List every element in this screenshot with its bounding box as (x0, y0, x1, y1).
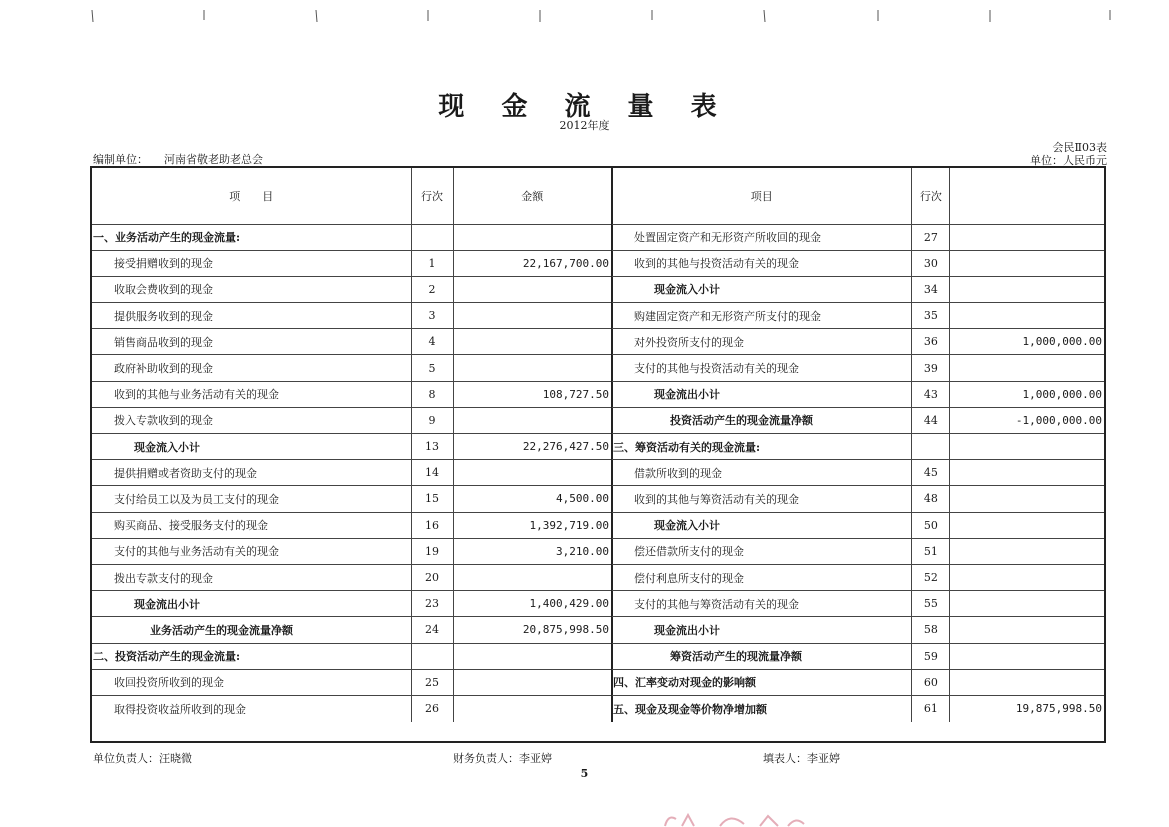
header-line: 行次 (912, 168, 950, 224)
table-row (612, 407, 1104, 433)
table-row (92, 460, 612, 486)
table-row (92, 276, 612, 302)
table-row (612, 564, 1104, 590)
header-row (612, 168, 1104, 224)
row-line: 1 (411, 250, 453, 276)
table-row (92, 224, 612, 250)
table-row (612, 355, 1104, 381)
row-item: 五、现金及现金等价物净增加额 (612, 695, 912, 721)
row-line: 4 (411, 329, 453, 355)
row-line: 23 (411, 591, 453, 617)
table-row (92, 538, 612, 564)
table-row (92, 434, 612, 460)
row-line: 55 (912, 591, 950, 617)
row-item: 收到的其他与筹资活动有关的现金 (612, 486, 912, 512)
table-row (92, 303, 612, 329)
table-row (92, 329, 612, 355)
row-line: 35 (912, 303, 950, 329)
row-line: 9 (411, 407, 453, 433)
finance-head: 财务负责人：李亚婷 (453, 752, 552, 765)
table-row (92, 669, 612, 695)
row-line (411, 224, 453, 250)
page-number: 5 (580, 767, 589, 780)
row-amount: 22,167,700.00 (453, 250, 612, 276)
row-amount: -1,000,000.00 (950, 407, 1104, 433)
row-line: 14 (411, 460, 453, 486)
row-item: 现金流出小计 (612, 617, 912, 643)
row-amount (950, 224, 1104, 250)
header-item: 项目 (612, 168, 912, 224)
table-row (612, 224, 1104, 250)
table-row (92, 591, 612, 617)
preparer: 填表人：李亚婷 (763, 752, 840, 765)
table-row (612, 329, 1104, 355)
row-item: 业务活动产生的现金流量净额 (92, 617, 411, 643)
org-name: 河南省敬老助老总会 (164, 153, 263, 166)
org-label: 编制单位： (93, 153, 148, 166)
table-row (612, 617, 1104, 643)
row-line: 59 (912, 643, 950, 669)
row-amount (453, 669, 612, 695)
report-year: 2012年度 (559, 119, 610, 132)
row-item: 拨入专款收到的现金 (92, 407, 411, 433)
row-amount (453, 276, 612, 302)
table-row (612, 695, 1104, 721)
row-amount (453, 407, 612, 433)
table-row (612, 381, 1104, 407)
organization (93, 151, 263, 167)
row-amount: 22,276,427.50 (453, 434, 612, 460)
row-line: 2 (411, 276, 453, 302)
row-amount: 108,727.50 (453, 381, 612, 407)
row-item: 处置固定资产和无形资产所收回的现金 (612, 224, 912, 250)
row-line: 16 (411, 512, 453, 538)
row-line: 60 (912, 669, 950, 695)
header-amount: 金额 (453, 168, 612, 224)
row-line: 13 (411, 434, 453, 460)
row-item: 偿还借款所支付的现金 (612, 538, 912, 564)
row-item: 收取会费收到的现金 (92, 276, 411, 302)
row-line: 25 (411, 669, 453, 695)
red-stamp-fragment (660, 810, 810, 827)
row-item: 现金流出小计 (92, 591, 411, 617)
row-line: 19 (411, 538, 453, 564)
row-line: 26 (411, 695, 453, 721)
row-line: 3 (411, 303, 453, 329)
header-row (92, 168, 612, 224)
row-item: 销售商品收到的现金 (92, 329, 411, 355)
row-item: 一、业务活动产生的现金流量: (92, 224, 411, 250)
row-item: 接受捐赠收到的现金 (92, 250, 411, 276)
row-line: 58 (912, 617, 950, 643)
row-item: 收到的其他与投资活动有关的现金 (612, 250, 912, 276)
row-line: 52 (912, 564, 950, 590)
row-amount (453, 564, 612, 590)
row-amount: 19,875,998.50 (950, 695, 1104, 721)
row-item: 支付的其他与筹资活动有关的现金 (612, 591, 912, 617)
row-amount (453, 695, 612, 721)
row-line: 44 (912, 407, 950, 433)
row-amount (453, 303, 612, 329)
row-item: 支付的其他与投资活动有关的现金 (612, 355, 912, 381)
row-amount (453, 643, 612, 669)
row-line: 43 (912, 381, 950, 407)
row-amount (950, 643, 1104, 669)
row-item: 收到的其他与业务活动有关的现金 (92, 381, 411, 407)
cash-flow-table (90, 166, 1106, 743)
row-amount (950, 276, 1104, 302)
header-line: 行次 (411, 168, 453, 224)
row-item: 筹资活动产生的现流量净额 (612, 643, 912, 669)
row-item: 偿付利息所支付的现金 (612, 564, 912, 590)
row-item: 提供服务收到的现金 (92, 303, 411, 329)
row-item: 三、筹资活动有关的现金流量: (612, 434, 912, 460)
row-amount: 1,000,000.00 (950, 329, 1104, 355)
row-amount (950, 250, 1104, 276)
row-amount (950, 591, 1104, 617)
table-row (612, 643, 1104, 669)
row-line: 24 (411, 617, 453, 643)
row-item: 四、汇率变动对现金的影响额 (612, 669, 912, 695)
row-item: 借款所收到的现金 (612, 460, 912, 486)
row-amount (453, 460, 612, 486)
table-row (612, 250, 1104, 276)
currency-unit: 单位：人民币元 (1030, 154, 1107, 167)
row-amount: 1,400,429.00 (453, 591, 612, 617)
row-amount (453, 355, 612, 381)
table-row (612, 303, 1104, 329)
table-row (612, 669, 1104, 695)
row-item: 支付给员工以及为员工支付的现金 (92, 486, 411, 512)
row-line: 20 (411, 564, 453, 590)
row-amount (950, 434, 1104, 460)
row-line (912, 434, 950, 460)
form-code: 会民Ⅱ03表 (1052, 141, 1107, 154)
row-amount (950, 617, 1104, 643)
row-item: 购建固定资产和无形资产所支付的现金 (612, 303, 912, 329)
scan-edge-marks (0, 8, 1169, 28)
row-item: 收回投资所收到的现金 (92, 669, 411, 695)
row-line: 8 (411, 381, 453, 407)
row-amount (950, 303, 1104, 329)
header-item: 项 目 (92, 168, 411, 224)
row-item: 购买商品、接受服务支付的现金 (92, 512, 411, 538)
row-amount (950, 538, 1104, 564)
row-item: 二、投资活动产生的现金流量: (92, 643, 411, 669)
row-amount (453, 224, 612, 250)
page-title: 现 金 流 量 表 (438, 92, 731, 122)
table-row (92, 486, 612, 512)
table-row (92, 250, 612, 276)
row-line: 45 (912, 460, 950, 486)
table-row (92, 617, 612, 643)
row-amount: 3,210.00 (453, 538, 612, 564)
table-row (92, 512, 612, 538)
row-amount (950, 512, 1104, 538)
row-line: 15 (411, 486, 453, 512)
row-line (411, 643, 453, 669)
table-row (612, 486, 1104, 512)
table-row (612, 538, 1104, 564)
row-amount (950, 669, 1104, 695)
table-row (92, 355, 612, 381)
row-amount: 20,875,998.50 (453, 617, 612, 643)
row-item: 现金流入小计 (92, 434, 411, 460)
row-item: 投资活动产生的现金流量净额 (612, 407, 912, 433)
unit-head: 单位负责人：汪晓微 (93, 752, 192, 765)
table-row (92, 695, 612, 721)
table-row (612, 276, 1104, 302)
row-item: 支付的其他与业务活动有关的现金 (92, 538, 411, 564)
table-row (612, 512, 1104, 538)
row-item: 现金流出小计 (612, 381, 912, 407)
row-amount (950, 355, 1104, 381)
row-line: 30 (912, 250, 950, 276)
row-amount (950, 564, 1104, 590)
row-amount: 4,500.00 (453, 486, 612, 512)
table-row (92, 643, 612, 669)
row-line: 36 (912, 329, 950, 355)
row-line: 50 (912, 512, 950, 538)
row-item: 政府补助收到的现金 (92, 355, 411, 381)
row-amount: 1,000,000.00 (950, 381, 1104, 407)
row-line: 34 (912, 276, 950, 302)
row-item: 提供捐赠或者资助支付的现金 (92, 460, 411, 486)
row-line: 51 (912, 538, 950, 564)
row-item: 取得投资收益所收到的现金 (92, 695, 411, 721)
table-row (612, 591, 1104, 617)
row-item: 现金流入小计 (612, 276, 912, 302)
row-amount (950, 486, 1104, 512)
row-item: 对外投资所支付的现金 (612, 329, 912, 355)
row-amount: 1,392,719.00 (453, 512, 612, 538)
row-item: 拨出专款支付的现金 (92, 564, 411, 590)
row-amount (950, 460, 1104, 486)
table-row (92, 407, 612, 433)
row-line: 39 (912, 355, 950, 381)
row-line: 27 (912, 224, 950, 250)
row-line: 61 (912, 695, 950, 721)
row-line: 48 (912, 486, 950, 512)
row-amount (453, 329, 612, 355)
table-row (612, 434, 1104, 460)
right-table (612, 168, 1104, 722)
table-row (92, 564, 612, 590)
row-item: 现金流入小计 (612, 512, 912, 538)
row-line: 5 (411, 355, 453, 381)
left-table (92, 168, 613, 722)
table-row (612, 460, 1104, 486)
table-row (92, 381, 612, 407)
header-amount (950, 168, 1104, 224)
